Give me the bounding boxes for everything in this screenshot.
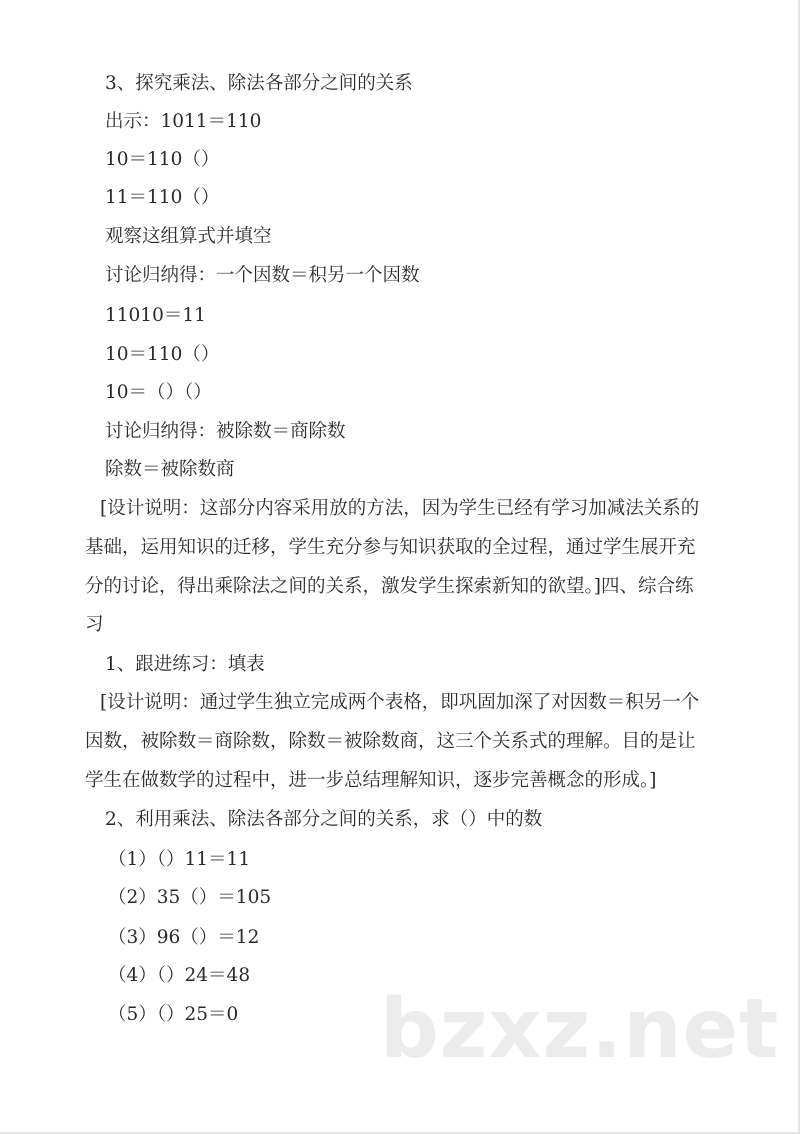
paragraph-line: 因数，被除数＝商除数，除数＝被除数商，这三个关系式的理解。目的是让 [85, 731, 696, 752]
exercise-item: （1）（）11＝11 [108, 849, 251, 870]
paragraph-line: 学生在做数学的过程中，进一步总结理解知识，逐步完善概念的形成。] [85, 770, 657, 791]
text-line: 10＝（）（） [105, 382, 212, 403]
paragraph-line: 基础，运用知识的迁移，学生充分参与知识获取的全过程，通过学生展开充 [85, 537, 696, 558]
text-line: 出示：1011＝110 [105, 111, 262, 132]
paragraph-line: 习 [85, 614, 104, 635]
exercise-item: （2）35（）＝105 [108, 887, 272, 908]
paragraph-line: [设计说明：这部分内容采用放的方法，因为学生已经有学习加减法关系的 [100, 498, 700, 519]
section-heading: 3、探究乘法、除法各部分之间的关系 [105, 73, 413, 94]
text-line: 讨论归纳得：被除数＝商除数 [105, 421, 346, 442]
paragraph-line: 分的讨论，得出乘除法之间的关系，激发学生探索新知的欲望。]四、综合练 [85, 576, 694, 597]
text-line: 讨论归纳得：一个因数＝积另一个因数 [105, 265, 420, 286]
exercise-item: （5）（）25＝0 [108, 1004, 239, 1025]
exercise-heading: 1、跟进练习：填表 [105, 654, 265, 675]
text-line: 10＝110（） [105, 149, 220, 170]
exercise-item: （4）（）24＝48 [108, 965, 251, 986]
text-line: 除数＝被除数商 [105, 459, 235, 480]
text-line: 观察这组算式并填空 [105, 226, 272, 247]
paragraph-line: [设计说明：通过学生独立完成两个表格，即巩固加深了对因数＝积另一个 [100, 692, 700, 713]
exercise-item: （3）96（）＝12 [108, 927, 260, 948]
text-line: 11010＝11 [105, 305, 206, 326]
text-line: 10＝110（） [105, 344, 220, 365]
exercise-heading: 2、利用乘法、除法各部分之间的关系，求（）中的数 [105, 809, 543, 830]
watermark: bzxz.net [380, 982, 780, 1077]
text-line: 11＝110（） [105, 187, 220, 208]
